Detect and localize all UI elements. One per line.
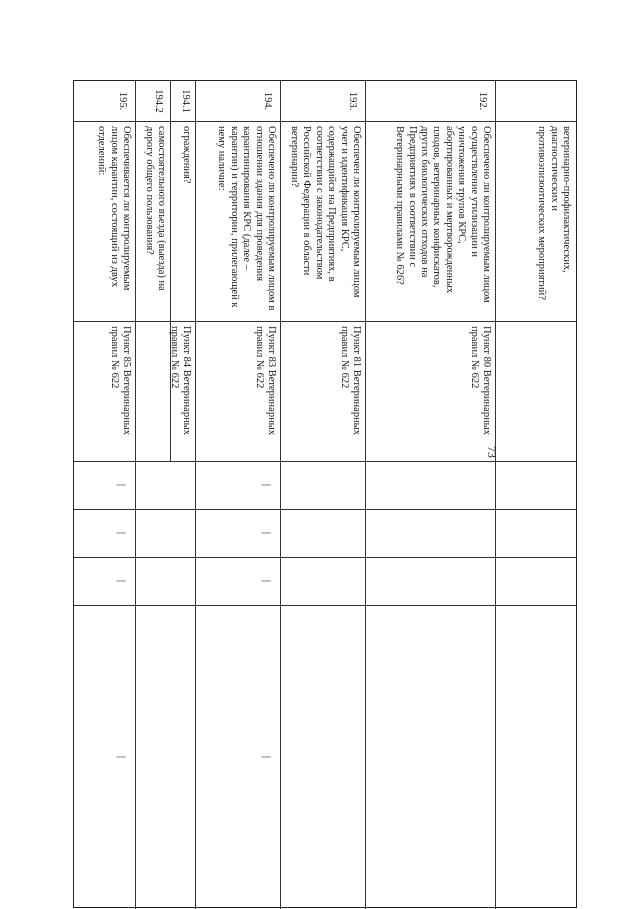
column-divider — [74, 509, 576, 510]
row-number: 193. — [347, 91, 358, 111]
answer-mark: | — [261, 755, 273, 759]
legal-reference: Пункт 81 Ветеринарных правил № 622 — [338, 326, 362, 435]
row-number — [496, 81, 576, 121]
page-number: 73 — [485, 446, 499, 458]
answer-mark: | — [116, 579, 128, 583]
legal-reference: Пункт 80 Ветеринарных правил № 622 — [468, 326, 492, 435]
column-divider — [74, 605, 576, 606]
question-text: ограждения? — [181, 126, 192, 184]
answer-mark: | — [116, 755, 128, 759]
question-text: самостоятельного въезда (выезда) на дорогу общего пользования? — [143, 126, 167, 291]
answer-mark: | — [116, 531, 128, 535]
column-divider — [74, 557, 576, 558]
row-number: 194.1 — [180, 89, 191, 113]
answer-mark: | — [261, 483, 273, 487]
legal-reference: Пункт 84 Ветеринарных правил № 622 — [168, 326, 192, 435]
question-text: Обеспечено ли контролируемым лицом в отношении здания для проведения карантинирования КРС (далее – карантин) и территории, прилегающей к нему наличие: — [216, 126, 277, 311]
legal-reference: Пункт 83 Ветеринарных правил № 622 — [253, 326, 277, 435]
answer-mark: | — [261, 579, 273, 583]
checklist-table — [73, 80, 577, 908]
column-divider — [74, 461, 576, 462]
row-number: 195. — [117, 91, 128, 111]
row-number: 194. — [262, 91, 273, 111]
question-text: Обеспечивается ли контролируемым лицом карантин, состоящий из двух отделений: — [96, 126, 132, 291]
answer-mark: | — [261, 531, 273, 535]
question-text: ветеринарно-профилактических, диагностических и противоэпизоотических мероприятий? — [536, 126, 572, 300]
question-text: Обеспечено ли контролируемым лицом осуществление утилизации и уничтожения трупов КРС, абортированных и мертворожденных плодов, ветеринарных конфискатов, других биологических отходов на Предприятиях в соответствии с Ветеринарными правилами № 626? — [394, 126, 492, 303]
answer-mark: | — [116, 483, 128, 487]
question-text: Обеспечен ли контролируемым лицом учет и идентификация КРС, содержащийся на Предприятиях, в соответствии с законодательством Российской Федерации в области ветеринарии? — [288, 126, 362, 298]
checklist-table-wrapper — [73, 80, 577, 908]
legal-reference: Пункт 85 Ветеринарных правил № 622 — [108, 326, 132, 435]
row-number: 192. — [477, 91, 488, 111]
row-number: 194.2 — [153, 89, 164, 113]
